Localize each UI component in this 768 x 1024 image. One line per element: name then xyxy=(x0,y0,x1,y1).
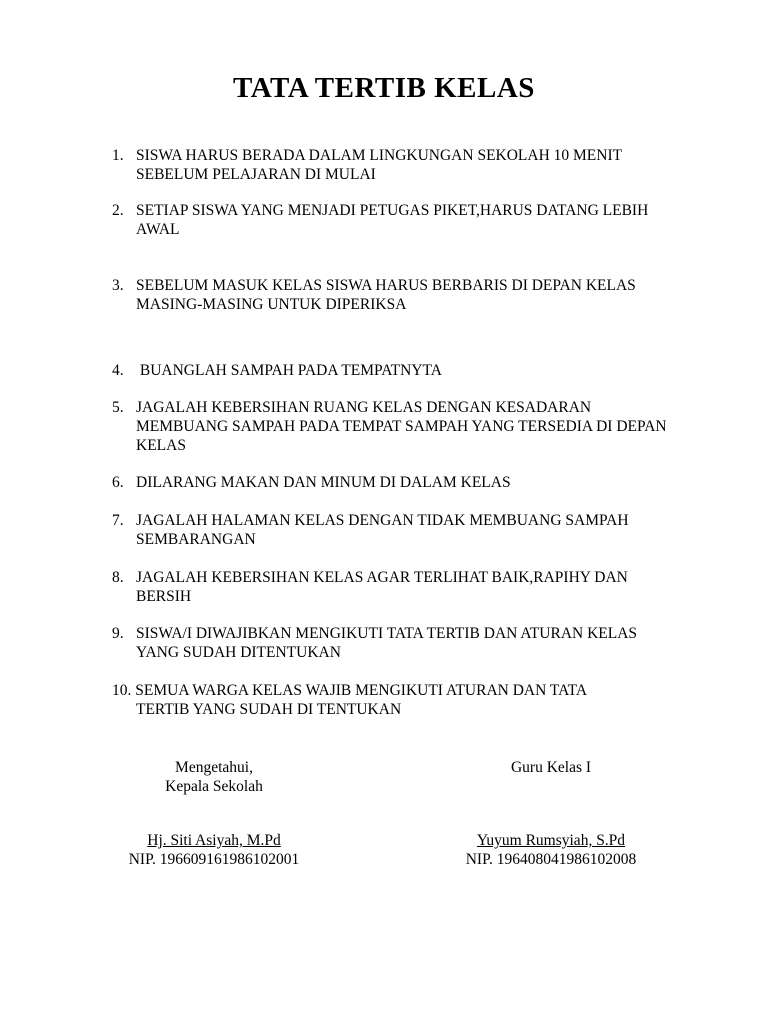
rule-number: 2. xyxy=(112,202,124,219)
teacher-nip: NIP. 196408041986102008 xyxy=(465,851,637,868)
rule-text: DILARANG MAKAN DAN MINUM DI DALAM KELAS xyxy=(136,474,511,491)
principal-name: Hj. Siti Asiyah, M.Pd xyxy=(147,832,281,849)
rule-number: 8. xyxy=(112,569,124,586)
rule-text: JAGALAH KEBERSIHAN KELAS AGAR TERLIHAT BAIK,RAPIHY DAN BERSIH xyxy=(136,569,628,605)
rule-item-3 xyxy=(112,276,682,314)
rule-text: BUANGLAH SAMPAH PADA TEMPATNYTA xyxy=(136,362,442,379)
rule-number: 5. xyxy=(112,399,124,416)
rule-text: SEBELUM MASUK KELAS SISWA HARUS BERBARIS DI DEPAN KELAS MASING-MASING UNTUK DIPERIKSA xyxy=(136,277,636,313)
principal-nip: NIP. 196609161986102001 xyxy=(128,851,300,868)
teacher-role: Guru Kelas I xyxy=(510,759,592,776)
rule-item-10 xyxy=(112,681,682,719)
rule-number: 4. xyxy=(112,362,124,379)
rule-text: SETIAP SISWA YANG MENJADI PETUGAS PIKET,HARUS DATANG LEBIH AWAL xyxy=(136,202,649,238)
rule-text-line1: SEMUA WARGA KELAS WAJIB MENGIKUTI ATURAN DAN TATA xyxy=(135,682,588,699)
signature-block-principal xyxy=(94,758,334,796)
rule-number: 3. xyxy=(112,277,124,294)
rule-text: SISWA HARUS BERADA DALAM LINGKUNGAN SEKOLAH 10 MENIT SEBELUM PELAJARAN DI MULAI xyxy=(136,147,622,183)
rule-text: JAGALAH KEBERSIHAN RUANG KELAS DENGAN KESADARAN MEMBUANG SAMPAH PADA TEMPAT SAMPAH YANG TERSEDIA DI DEPAN KELAS xyxy=(136,399,667,454)
rule-item-4 xyxy=(112,361,682,380)
rule-item-9 xyxy=(112,624,682,662)
rule-number: 9. xyxy=(112,625,124,642)
signature-name-principal xyxy=(94,831,334,869)
rule-number: 1. xyxy=(112,147,124,164)
rule-item-7 xyxy=(112,511,682,549)
rule-text: JAGALAH HALAMAN KELAS DENGAN TIDAK MEMBUANG SAMPAH SEMBARANGAN xyxy=(136,512,629,548)
rule-number: 6. xyxy=(112,474,124,491)
signature-name-teacher xyxy=(431,831,671,869)
rule-text-line2: TERTIB YANG SUDAH DI TENTUKAN xyxy=(136,701,402,718)
rule-number: 10. xyxy=(112,682,132,699)
rule-item-8 xyxy=(112,568,682,606)
rule-item-6 xyxy=(112,473,682,492)
document-title: TATA TERTIB KELAS xyxy=(233,72,535,104)
principal-role: Kepala Sekolah xyxy=(165,778,263,795)
rule-item-2 xyxy=(112,201,682,239)
acknowledged-label: Mengetahui, xyxy=(175,759,253,776)
rule-text: SISWA/I DIWAJIBKAN MENGIKUTI TATA TERTIB DAN ATURAN KELAS YANG SUDAH DITENTUKAN xyxy=(136,625,638,661)
teacher-name: Yuyum Rumsyiah, S.Pd xyxy=(476,832,626,849)
rule-item-5 xyxy=(112,398,682,455)
rule-item-1 xyxy=(112,146,682,184)
signature-block-teacher xyxy=(431,758,671,777)
rule-number: 7. xyxy=(112,512,124,529)
